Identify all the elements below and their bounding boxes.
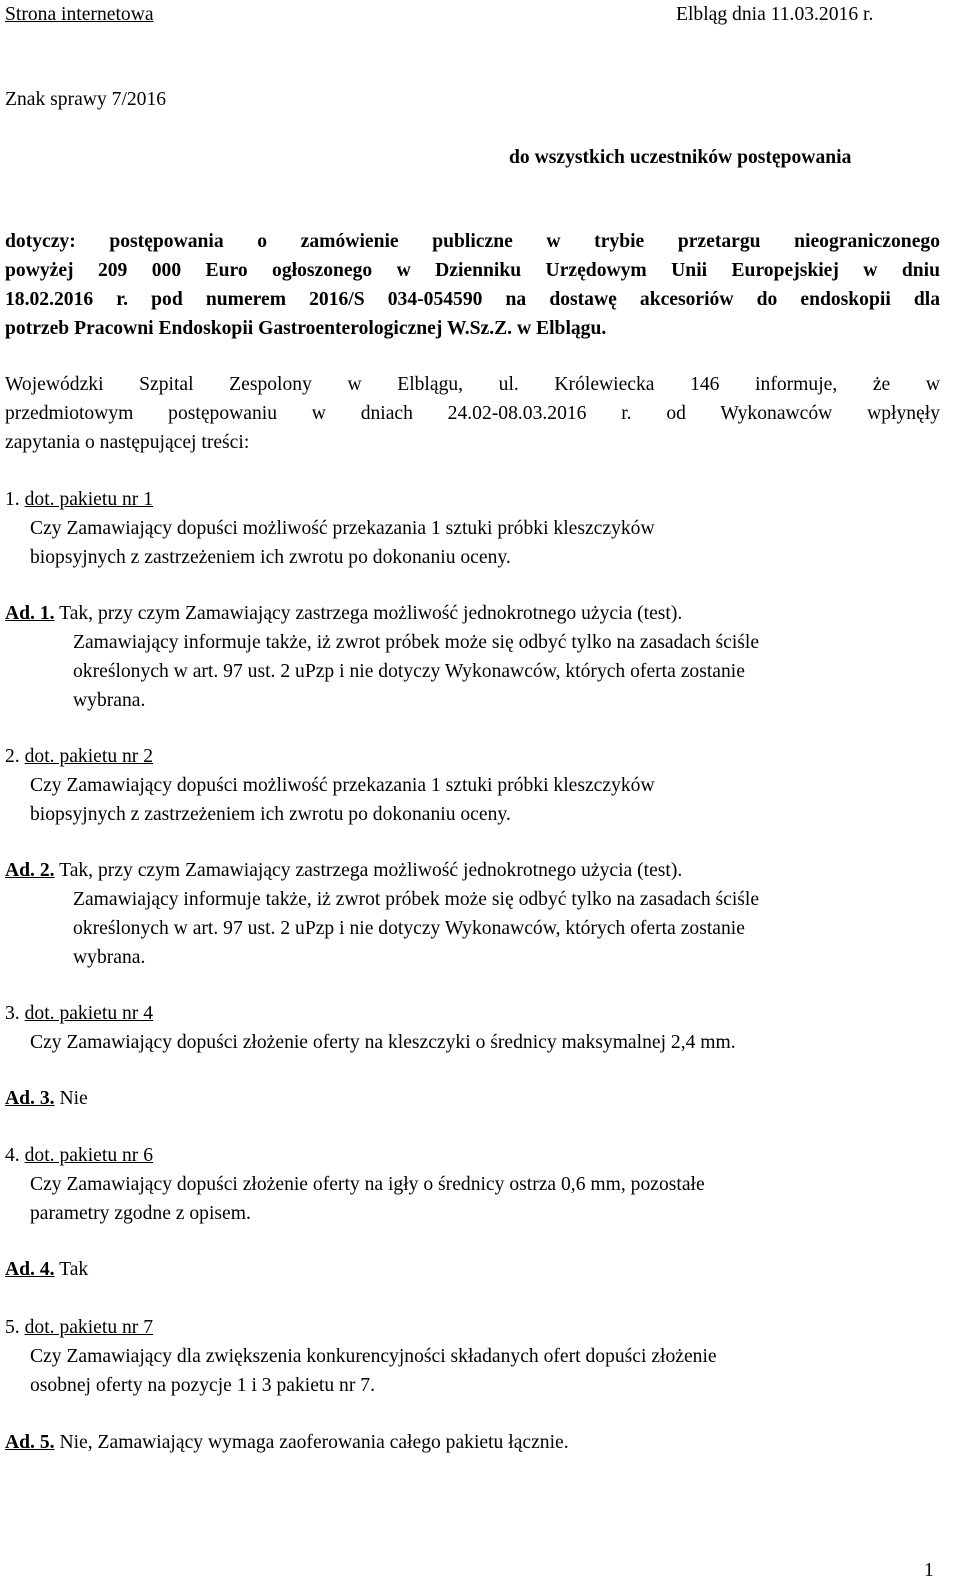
question-number: 5. dot. pakietu nr 7 <box>5 1317 154 1338</box>
question-text: Czy Zamawiający dopuści złożenie oferty na kleszczyki o średnicy maksymalnej 2,4 mm. <box>30 1032 736 1053</box>
case-number: Znak sprawy 7/2016 <box>5 89 167 110</box>
question-text: Czy Zamawiający dla zwiększenia konkurencyjności składanych ofert dopuści złożenie <box>30 1346 717 1367</box>
question-number: 3. dot. pakietu nr 4 <box>5 1003 154 1024</box>
question-text: Czy Zamawiający dopuści złożenie oferty na igły o średnicy ostrza 0,6 mm, pozostałe <box>30 1174 705 1195</box>
answer-text: Zamawiający informuje także, iż zwrot próbek może się odbyć tylko na zasadach ściśle <box>73 889 760 910</box>
answer-label: Ad. 3. <box>5 1088 55 1109</box>
answer-text: Nie, Zamawiający wymaga zaoferowania całego pakietu łącznie. <box>59 1432 569 1453</box>
answer-text: wybrana. <box>73 947 146 968</box>
subject-line: potrzeb Pracowni Endoskopii Gastroenterologicznej W.Sz.Z. w Elblągu. <box>5 318 607 339</box>
answer-label: Ad. 4. <box>5 1259 55 1280</box>
answer-line <box>5 1255 88 1284</box>
question-number: 1. dot. pakietu nr 1 <box>5 489 154 510</box>
website-link[interactable]: Strona internetowa <box>5 4 154 25</box>
answer-text: wybrana. <box>73 690 146 711</box>
answer-text: określonych w art. 97 ust. 2 uPzp i nie dotyczy Wykonawców, których oferta zostanie <box>73 661 745 682</box>
intro-line: zapytania o następującej treści: <box>5 432 250 453</box>
question-number: 4. dot. pakietu nr 6 <box>5 1145 154 1166</box>
answer-line <box>5 599 682 628</box>
package-reference: dot. pakietu nr 6 <box>24 1145 154 1166</box>
package-reference: dot. pakietu nr 1 <box>24 489 154 510</box>
question-number: 2. dot. pakietu nr 2 <box>5 746 154 767</box>
answer-line <box>5 1084 88 1113</box>
intro-line: przedmiotowym postępowaniu w dniach 24.02-08.03.2016 r. od Wykonawców wpłynęły <box>5 403 940 424</box>
answer-text: Zamawiający informuje także, iż zwrot próbek może się odbyć tylko na zasadach ściśle <box>73 632 760 653</box>
subject-line: 18.02.2016 r. pod numerem 2016/S 034-054590 na dostawę akcesoriów do endoskopii dla <box>5 289 940 310</box>
answer-line <box>5 1428 569 1457</box>
question-text: biopsyjnych z zastrzeżeniem ich zwrotu po dokonaniu oceny. <box>30 547 511 568</box>
addressee: do wszystkich uczestników postępowania <box>509 147 852 168</box>
answer-text: Tak, przy czym Zamawiający zastrzega możliwość jednokrotnego użycia (test). <box>59 603 683 624</box>
question-text: parametry zgodne z opisem. <box>30 1203 251 1224</box>
subject-line: dotyczy: postępowania o zamówienie publiczne w trybie przetargu nieograniczonego <box>5 231 940 252</box>
answer-label: Ad. 2. <box>5 860 55 881</box>
question-text: biopsyjnych z zastrzeżeniem ich zwrotu po dokonaniu oceny. <box>30 804 511 825</box>
answer-text: Tak, przy czym Zamawiający zastrzega możliwość jednokrotnego użycia (test). <box>59 860 683 881</box>
package-reference: dot. pakietu nr 2 <box>24 746 154 767</box>
answer-text: Tak <box>59 1259 89 1280</box>
answer-text: Nie <box>59 1088 88 1109</box>
answer-label: Ad. 1. <box>5 603 55 624</box>
answer-label: Ad. 5. <box>5 1432 55 1453</box>
package-reference: dot. pakietu nr 4 <box>24 1003 154 1024</box>
answer-line <box>5 856 682 885</box>
question-text: Czy Zamawiający dopuści możliwość przekazania 1 sztuki próbki kleszczyków <box>30 775 655 796</box>
subject-line: powyżej 209 000 Euro ogłoszonego w Dzienniku Urzędowym Unii Europejskiej w dniu <box>5 260 940 281</box>
question-text: Czy Zamawiający dopuści możliwość przekazania 1 sztuki próbki kleszczyków <box>30 518 655 539</box>
document-date: Elbląg dnia 11.03.2016 r. <box>676 4 874 25</box>
package-reference: dot. pakietu nr 7 <box>24 1317 154 1338</box>
answer-text: określonych w art. 97 ust. 2 uPzp i nie dotyczy Wykonawców, których oferta zostanie <box>73 918 745 939</box>
intro-line: Wojewódzki Szpital Zespolony w Elblągu, ul. Królewiecka 146 informuje, że w <box>5 374 940 395</box>
page-number: 1 <box>924 1560 934 1581</box>
question-text: osobnej oferty na pozycje 1 i 3 pakietu nr 7. <box>30 1375 375 1396</box>
